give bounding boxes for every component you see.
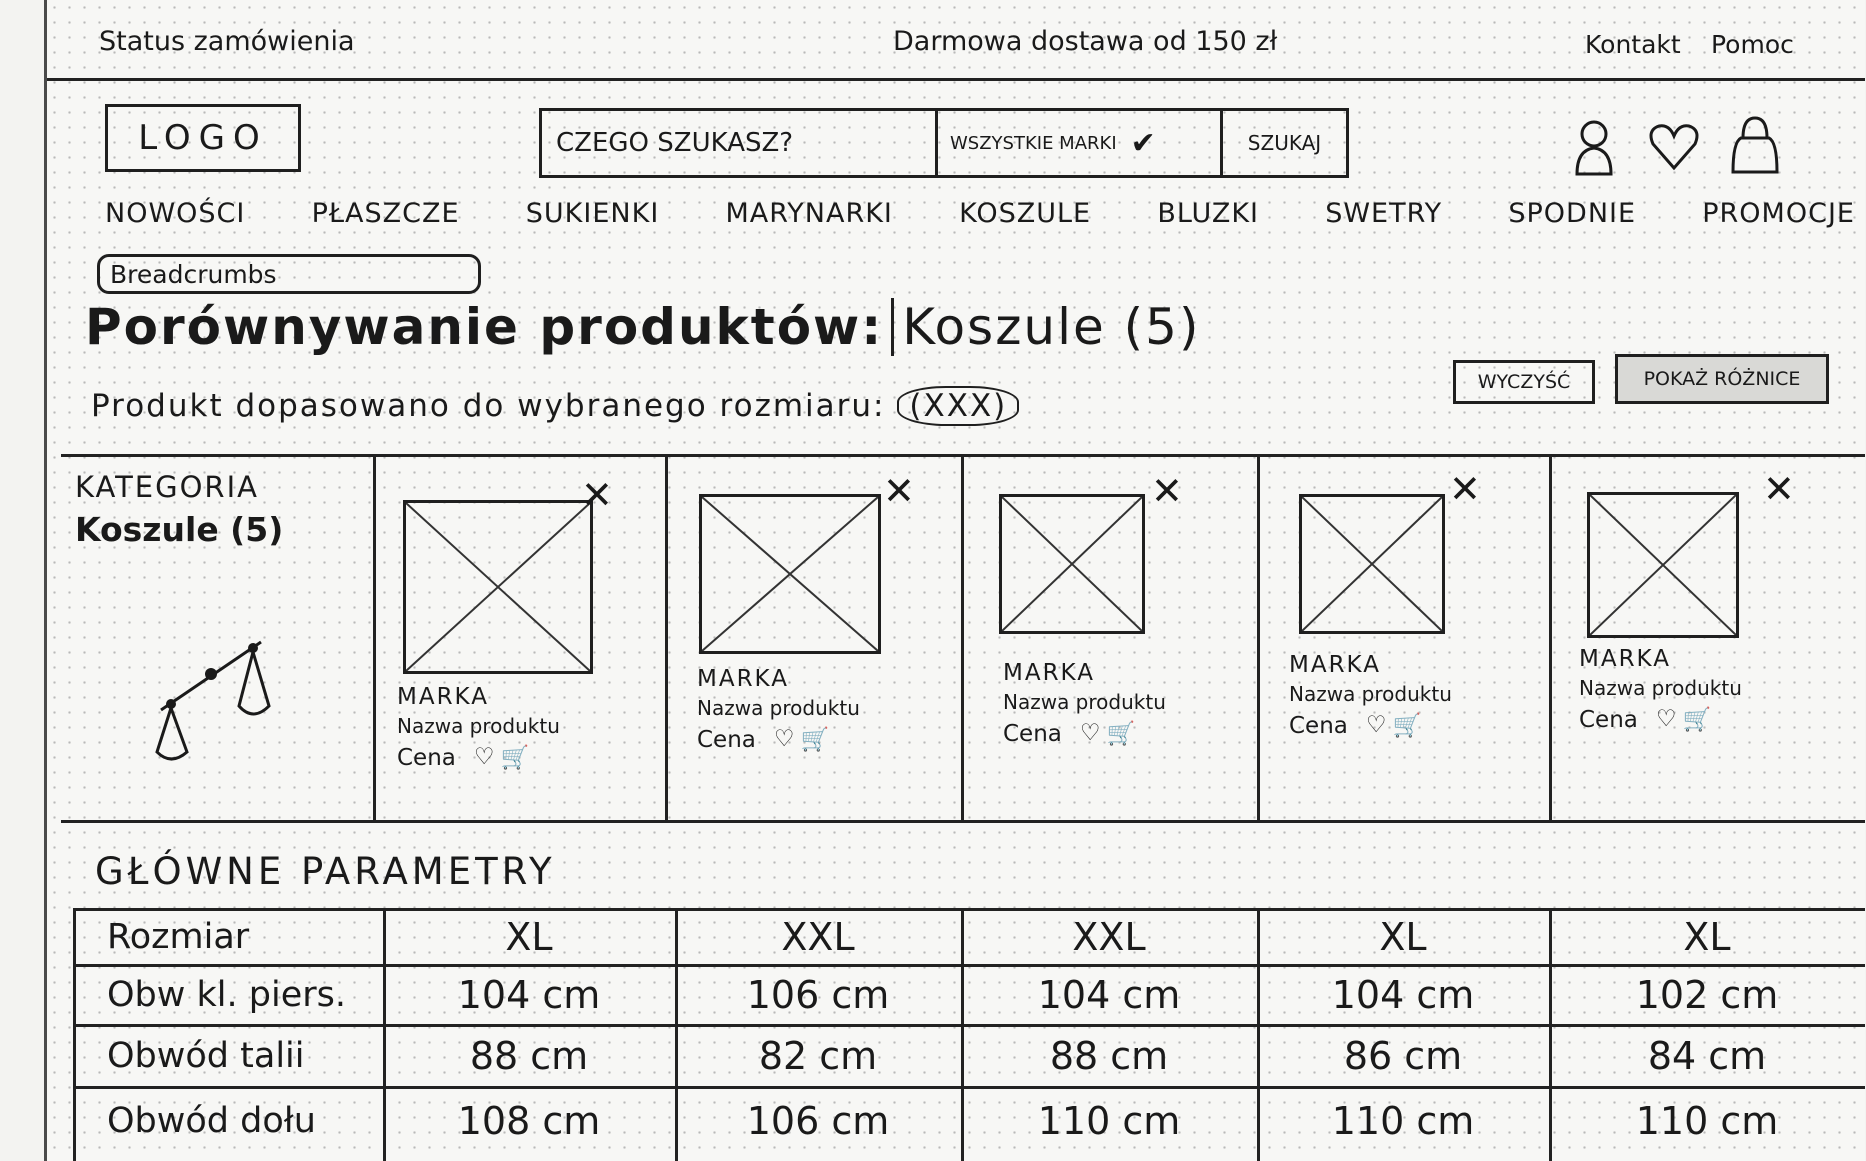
table-cell: XL xyxy=(505,915,553,959)
page-title xyxy=(85,298,1201,356)
product-card xyxy=(393,473,633,836)
wishlist-heart-icon[interactable]: ♡ xyxy=(1655,706,1677,732)
product-image-placeholder[interactable] xyxy=(1299,494,1445,634)
table-cell: 88 cm xyxy=(469,1034,589,1078)
table-cell: 106 cm xyxy=(746,1099,890,1143)
page-title-text: Porównywanie produktów: xyxy=(85,298,884,356)
product-price: Cena xyxy=(397,744,456,771)
add-to-cart-icon[interactable]: 🛒 xyxy=(500,745,530,771)
table-cell: 110 cm xyxy=(1331,1099,1475,1143)
product-image-placeholder[interactable] xyxy=(1587,492,1739,638)
contact-link[interactable]: Kontakt xyxy=(1585,30,1681,59)
page-title-category: Koszule (5) xyxy=(891,298,1200,356)
free-shipping-notice: Darmowa dostawa od 150 zł xyxy=(893,26,1278,57)
product-card xyxy=(1289,467,1529,836)
main-navigation xyxy=(105,198,1855,229)
brand-select-label: WSZYSTKIE MARKI xyxy=(950,132,1117,154)
product-price: Cena xyxy=(1003,720,1062,747)
table-row-label: Obw kl. piers. xyxy=(107,975,346,1015)
wishlist-heart-icon[interactable]: ♡ xyxy=(773,726,795,752)
search-button[interactable]: SZUKAJ xyxy=(1247,131,1322,155)
wireframe-sheet xyxy=(44,0,1865,1161)
product-card xyxy=(1577,467,1817,836)
product-name[interactable]: Nazwa produktu xyxy=(1003,690,1166,714)
table-cell: 82 cm xyxy=(758,1034,878,1078)
product-image-placeholder[interactable] xyxy=(699,494,881,654)
nav-item-swetry[interactable]: SWETRY xyxy=(1325,198,1443,229)
table-cell: 110 cm xyxy=(1037,1099,1181,1143)
product-name[interactable]: Nazwa produktu xyxy=(1579,676,1742,700)
table-row-label: Obwód dołu xyxy=(107,1101,316,1141)
product-image-placeholder[interactable] xyxy=(403,500,593,674)
breadcrumb[interactable]: Breadcrumbs xyxy=(97,254,481,294)
nav-item-marynarki[interactable]: MARYNARKI xyxy=(725,198,893,229)
show-differences-button[interactable]: POKAŻ RÓŻNICE xyxy=(1615,354,1829,404)
nav-item-koszule[interactable]: KOSZULE xyxy=(959,198,1092,229)
product-image-placeholder[interactable] xyxy=(999,494,1145,634)
product-card xyxy=(993,469,1233,836)
category-filter xyxy=(75,470,283,549)
remove-product-icon[interactable]: ✕ xyxy=(1151,469,1183,513)
nav-item-nowosci[interactable]: NOWOŚCI xyxy=(105,198,246,229)
wishlist-heart-icon[interactable]: ♡ xyxy=(1365,712,1387,738)
order-status-link[interactable]: Status zamówienia xyxy=(99,26,355,57)
balance-scale-icon xyxy=(153,634,273,774)
nav-item-bluzki[interactable]: BLUZKI xyxy=(1157,198,1259,229)
help-link[interactable]: Pomoc xyxy=(1711,30,1794,59)
add-to-cart-icon[interactable]: 🛒 xyxy=(800,727,830,753)
grid-divider xyxy=(961,454,964,820)
product-brand: MARKA xyxy=(1003,660,1095,686)
table-cell: XXL xyxy=(1072,915,1146,959)
remove-product-icon[interactable]: ✕ xyxy=(581,473,613,517)
table-cell: XL xyxy=(1379,915,1427,959)
nav-item-promocje[interactable]: PROMOCJE xyxy=(1702,198,1855,229)
product-brand: MARKA xyxy=(397,684,489,710)
remove-product-icon[interactable]: ✕ xyxy=(1449,467,1481,511)
params-section-title: GŁÓWNE PARAMETRY xyxy=(95,850,556,893)
remove-product-icon[interactable]: ✕ xyxy=(1763,467,1795,511)
add-to-cart-icon[interactable]: 🛒 xyxy=(1392,713,1422,739)
product-brand: MARKA xyxy=(1289,652,1381,678)
logo[interactable]: LOGO xyxy=(105,104,301,172)
image-placeholder-icon xyxy=(1590,495,1736,635)
product-name[interactable]: Nazwa produktu xyxy=(697,696,860,720)
table-cell: 102 cm xyxy=(1635,973,1779,1017)
table-cell: XXL xyxy=(781,915,855,959)
wishlist-heart-icon[interactable]: ♡ xyxy=(473,744,495,770)
table-cell: 108 cm xyxy=(457,1099,601,1143)
image-placeholder-icon xyxy=(1002,497,1142,631)
table-row-label: Obwód talii xyxy=(107,1036,305,1076)
product-card xyxy=(693,469,933,836)
search-bar xyxy=(539,108,1349,178)
brand-select[interactable] xyxy=(938,111,1223,175)
nav-item-plaszcze[interactable]: PŁASZCZE xyxy=(311,198,460,229)
shopping-bag-icon[interactable] xyxy=(1727,114,1783,176)
user-icon[interactable] xyxy=(1569,118,1619,178)
table-cell: 104 cm xyxy=(1037,973,1181,1017)
product-name[interactable]: Nazwa produktu xyxy=(397,714,560,738)
image-placeholder-icon xyxy=(702,497,878,651)
grid-divider xyxy=(373,454,376,820)
size-match-text: Produkt dopasowano do wybranego rozmiaru: xyxy=(91,388,886,424)
product-price: Cena xyxy=(697,726,756,753)
category-label: KATEGORIA xyxy=(75,470,259,504)
heart-icon[interactable] xyxy=(1647,120,1701,174)
table-cell: XL xyxy=(1683,915,1731,959)
grid-divider xyxy=(1549,454,1552,820)
size-match-note xyxy=(91,386,1019,426)
table-row-label: Rozmiar xyxy=(107,917,250,957)
image-placeholder-icon xyxy=(1302,497,1442,631)
category-value[interactable]: Koszule (5) xyxy=(75,510,284,549)
search-input[interactable]: CZEGO SZUKASZ? xyxy=(542,111,938,175)
product-brand: MARKA xyxy=(697,666,789,692)
add-to-cart-icon[interactable]: 🛒 xyxy=(1682,707,1712,733)
wishlist-heart-icon[interactable]: ♡ xyxy=(1079,720,1101,746)
table-cell: 84 cm xyxy=(1647,1034,1767,1078)
product-brand: MARKA xyxy=(1579,646,1671,672)
product-price: Cena xyxy=(1289,712,1348,739)
clear-button[interactable]: WYCZYŚĆ xyxy=(1453,360,1595,404)
nav-item-sukienki[interactable]: SUKIENKI xyxy=(525,198,660,229)
chevron-down-icon: ✔ xyxy=(1130,125,1156,161)
add-to-cart-icon[interactable]: 🛒 xyxy=(1106,721,1136,747)
table-cell: 106 cm xyxy=(746,973,890,1017)
nav-item-spodnie[interactable]: SPODNIE xyxy=(1508,198,1637,229)
top-utility-bar xyxy=(47,0,1865,81)
product-name[interactable]: Nazwa produktu xyxy=(1289,682,1452,706)
table-cell: 104 cm xyxy=(1331,973,1475,1017)
table-cell: 88 cm xyxy=(1049,1034,1169,1078)
table-cell: 104 cm xyxy=(457,973,601,1017)
table-cell: 110 cm xyxy=(1635,1099,1779,1143)
grid-divider xyxy=(665,454,668,820)
product-price: Cena xyxy=(1579,706,1638,733)
image-placeholder-icon xyxy=(406,503,590,671)
remove-product-icon[interactable]: ✕ xyxy=(883,469,915,513)
grid-divider xyxy=(1257,454,1260,820)
table-cell: 86 cm xyxy=(1343,1034,1463,1078)
selected-size-badge: (XXX) xyxy=(897,386,1019,426)
